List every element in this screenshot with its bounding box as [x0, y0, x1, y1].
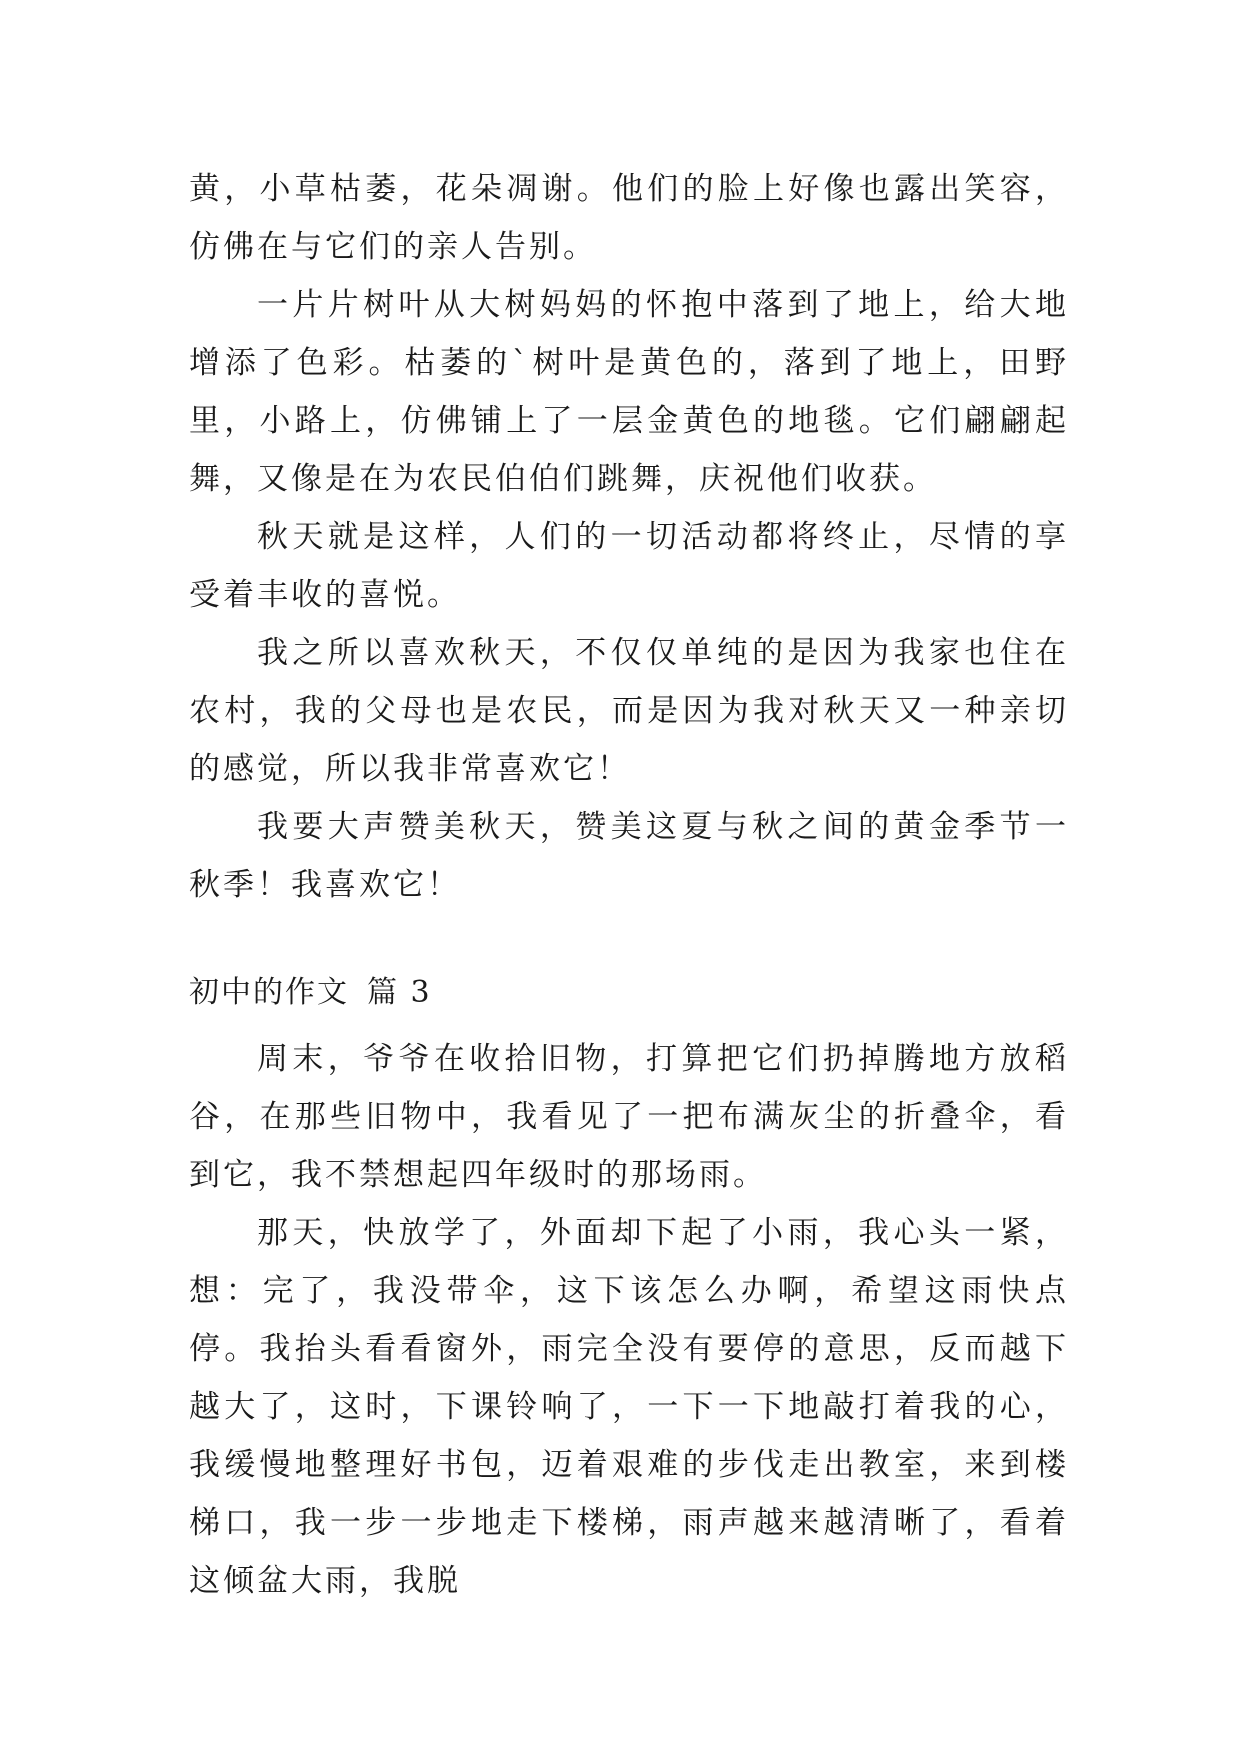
paragraph: 那天，快放学了，外面却下起了小雨，我心头一紧，想：完了，我没带伞，这下该怎么办啊，希望这雨快点停。我抬头看看窗外，雨完全没有要停的意思，反而越下越大了，这时，下课铃响了，一下一下地敲打着我的心，我缓慢地整理好书包，迈着艰难的步伐走出教室，来到楼梯口，我一步一步地走下楼梯，雨声越来越清晰了，看着这倾盆大雨，我脱 [189, 1215, 1069, 1599]
paragraph: 一片片树叶从大树妈妈的怀抱中落到了地上，给大地增添了色彩。枯萎的`树叶是黄色的，落到了地上，田野里，小路上，仿佛铺上了一层金黄色的地毯。它们翩翩起舞，又像是在为农民伯伯们跳舞，庆祝他们收获。 [189, 287, 1069, 497]
section-3-body [189, 1030, 1069, 1610]
section-1-body [189, 160, 1069, 914]
paragraph: 周末，爷爷在收拾旧物，打算把它们扔掉腾地方放稻谷，在那些旧物中，我看见了一把布满灰尘的折叠伞，看到它，我不禁想起四年级时的那场雨。 [189, 1041, 1069, 1193]
paragraph: 我之所以喜欢秋天，不仅仅单纯的是因为我家也住在农村，我的父母也是农民，而是因为我对秋天又一种亲切的感觉，所以我非常喜欢它！ [189, 635, 1069, 787]
paragraph: 我要大声赞美秋天，赞美这夏与秋之间的黄金季节一秋季！我喜欢它！ [189, 809, 1069, 903]
paragraph: 黄，小草枯萎，花朵凋谢。他们的脸上好像也露出笑容，仿佛在与它们的亲人告别。 [189, 171, 1069, 265]
section-heading-number: 篇 3 [367, 975, 432, 1010]
section-heading [189, 973, 432, 1013]
paragraph: 秋天就是这样，人们的一切活动都将终止，尽情的享受着丰收的喜悦。 [189, 519, 1069, 613]
section-heading-title: 初中的作文 [189, 975, 349, 1010]
